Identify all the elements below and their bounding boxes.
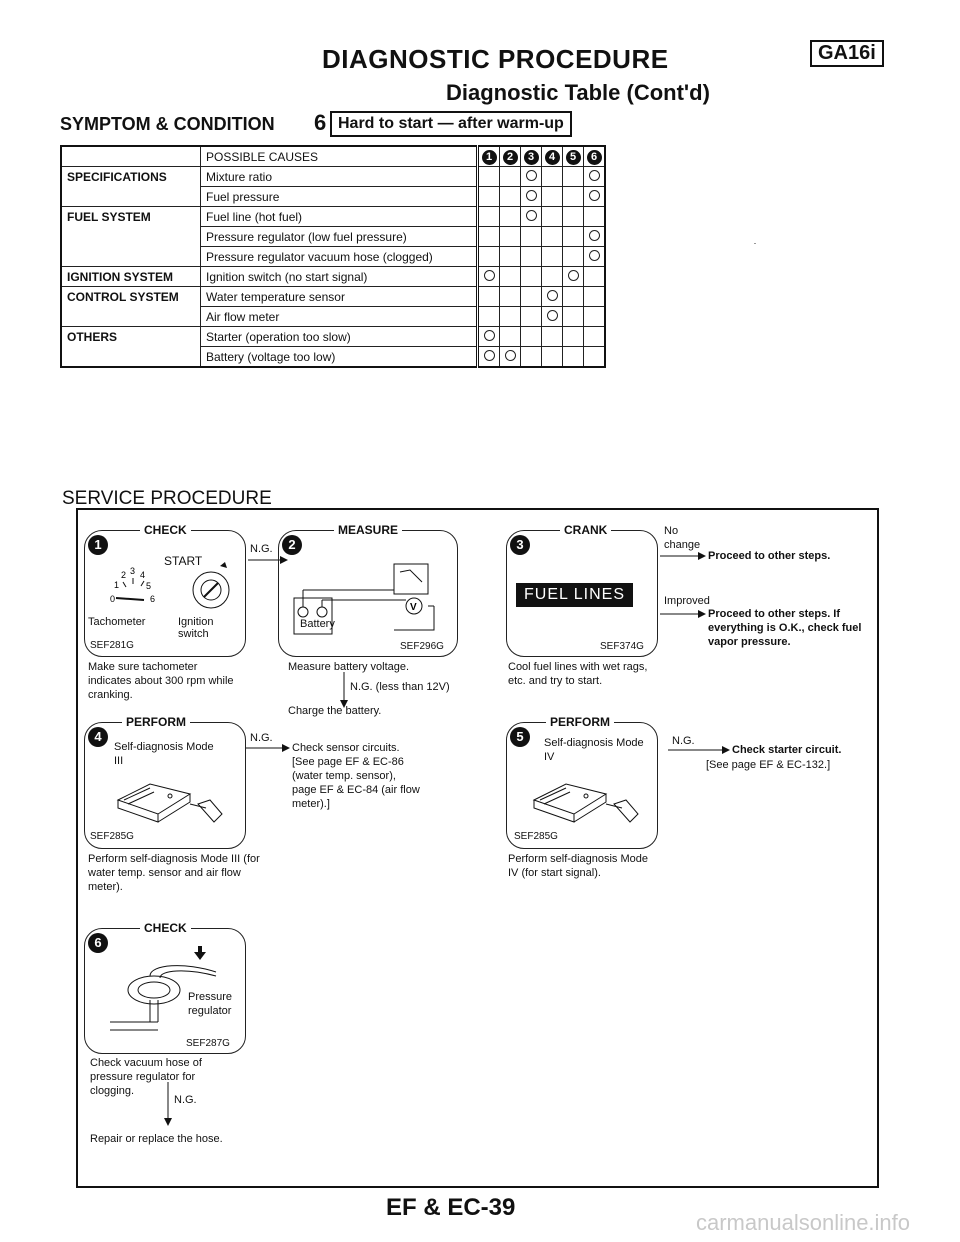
dial-tick-0: 0: [110, 594, 116, 604]
step4-ng-label: N.G.: [250, 732, 273, 744]
tachometer-label: Tachometer: [88, 616, 146, 628]
symptom-box: Hard to start — after warm-up: [330, 111, 572, 137]
table-row: [61, 247, 605, 267]
mark-cell: [478, 267, 500, 287]
step4-ng-arrow: [246, 744, 290, 752]
mark-cell: [584, 287, 606, 307]
category-cell: SPECIFICATIONS: [61, 167, 201, 187]
mark-cell: [521, 227, 542, 247]
dial-tick-1: 1: [114, 580, 120, 590]
mark-cell: [521, 247, 542, 267]
ignition-switch-label: Ignition switch: [178, 616, 214, 640]
step4-description: Perform self-diagnosis Mode III (for water temp. sensor and air flow meter).: [88, 853, 260, 893]
table-row: [61, 167, 605, 187]
step-header-1: 1: [482, 150, 497, 165]
check-mark-icon: [589, 230, 600, 241]
step3-nochange-label: No change: [664, 525, 701, 551]
mark-cell: [542, 187, 563, 207]
mark-cell: [563, 347, 584, 368]
step4-action: Check sensor circuits. [See page EF & EC-86 (water temp. sensor), page EF & EC-84 (air flow meter).]: [292, 742, 420, 810]
check-mark-icon: [484, 350, 495, 361]
step3-nochange-arrow: [660, 552, 706, 560]
table-row: [61, 287, 605, 307]
category-cell: [61, 227, 201, 247]
category-cell: IGNITION SYSTEM: [61, 267, 201, 287]
table-row: [61, 227, 605, 247]
step1-title: CHECK: [140, 523, 191, 537]
mark-cell: [563, 287, 584, 307]
category-cell: CONTROL SYSTEM: [61, 287, 201, 307]
mark-cell: [478, 347, 500, 368]
step1-start-label: START: [164, 554, 203, 568]
step6-ng-label: N.G.: [174, 1094, 197, 1106]
mark-cell: [500, 247, 521, 267]
category-cell: [61, 247, 201, 267]
step6-down-arrow: [164, 1082, 172, 1126]
mark-cell: [584, 327, 606, 347]
page-title: DIAGNOSTIC PROCEDURE: [322, 44, 669, 74]
cause-cell: Battery (voltage too low): [201, 347, 478, 368]
check-mark-icon: [526, 210, 537, 221]
check-mark-icon: [589, 190, 600, 201]
mark-cell: [521, 287, 542, 307]
diagnostic-table: [60, 145, 606, 368]
table-row: [61, 267, 605, 287]
mark-cell: [542, 307, 563, 327]
check-mark-icon: [505, 350, 516, 361]
step2-number: 2: [282, 535, 302, 555]
category-cell: [61, 187, 201, 207]
step2-ng-label: N.G. (less than 12V): [350, 681, 450, 693]
step3-description: Cool fuel lines with wet rags, etc. and try to start.: [508, 661, 648, 687]
ecu-unit-illustration: [110, 770, 230, 830]
diagnostic-table-body: [61, 167, 605, 368]
table-row: [61, 207, 605, 227]
step5-title: PERFORM: [546, 715, 614, 729]
mark-cell: [478, 207, 500, 227]
table-header-row: [61, 146, 605, 167]
mark-cell: [584, 207, 606, 227]
diagnostic-table-wrap: [60, 145, 606, 368]
pressure-regulator-label: Pressure regulator: [188, 991, 233, 1017]
mark-cell: [478, 167, 500, 187]
step-header-4: 4: [545, 150, 560, 165]
mark-cell: [478, 247, 500, 267]
mark-cell: [478, 327, 500, 347]
cause-cell: Air flow meter: [201, 307, 478, 327]
mark-cell: [542, 167, 563, 187]
dial-tick-2: 2: [121, 570, 127, 580]
mark-cell: [584, 247, 606, 267]
cause-cell: Mixture ratio: [201, 167, 478, 187]
mark-cell: [521, 307, 542, 327]
category-cell: FUEL SYSTEM: [61, 207, 201, 227]
mark-cell: [584, 347, 606, 368]
engine-code-box: GA16i: [810, 40, 884, 67]
step6-code: SEF287G: [186, 1038, 230, 1049]
step4-code: SEF285G: [90, 831, 134, 842]
check-mark-icon: [589, 170, 600, 181]
mark-cell: [563, 247, 584, 267]
possible-causes-header: POSSIBLE CAUSES: [201, 146, 478, 167]
mark-cell: [500, 267, 521, 287]
step2-title: MEASURE: [334, 523, 402, 537]
step5-code: SEF285G: [514, 831, 558, 842]
mark-cell: [563, 227, 584, 247]
check-mark-icon: [526, 170, 537, 181]
mark-cell: [584, 267, 606, 287]
dial-tick-4: 4: [140, 570, 146, 580]
mark-cell: [500, 187, 521, 207]
step3-code: SEF374G: [600, 641, 644, 652]
ecu-unit-illustration-2: [526, 770, 646, 830]
mark-cell: [478, 227, 500, 247]
mark-cell: [500, 327, 521, 347]
check-mark-icon: [484, 330, 495, 341]
table-row: [61, 187, 605, 207]
step4-number: 4: [88, 727, 108, 747]
mark-cell: [542, 287, 563, 307]
step4-mode-label: Self-diagnosis Mode III: [114, 741, 214, 767]
mark-cell: [542, 327, 563, 347]
step3-improved-action: Proceed to other steps. If everything is O.K., check fuel vapor pressure.: [708, 608, 862, 648]
cause-cell: Pressure regulator vacuum hose (clogged): [201, 247, 478, 267]
mark-cell: [478, 187, 500, 207]
step6-number: 6: [88, 933, 108, 953]
dial-tick-6: 6: [150, 594, 156, 604]
mark-cell: [500, 347, 521, 368]
mark-cell: [521, 327, 542, 347]
svg-text:V: V: [410, 602, 417, 613]
step-header-5: 5: [566, 150, 581, 165]
symptom-label: SYMPTOM & CONDITION: [60, 114, 275, 134]
table-row: [61, 327, 605, 347]
check-mark-icon: [526, 190, 537, 201]
mark-cell: [563, 167, 584, 187]
step-header-2: 2: [503, 150, 518, 165]
check-mark-icon: [484, 270, 495, 281]
category-cell: [61, 307, 201, 327]
step5-mode-label: Self-diagnosis Mode IV: [544, 737, 644, 763]
check-mark-icon: [589, 250, 600, 261]
page-subtitle: Diagnostic Table (Cont'd): [446, 80, 710, 105]
mark-cell: [563, 267, 584, 287]
mark-cell: [521, 267, 542, 287]
step5-description: Perform self-diagnosis Mode IV (for start signal).: [508, 853, 649, 879]
watermark: carmanualsonline.info: [696, 1210, 911, 1235]
step3-title: CRANK: [560, 523, 611, 537]
step2-action: Charge the battery.: [288, 705, 382, 717]
step6-action: Repair or replace the hose.: [90, 1133, 223, 1145]
mark-cell: [542, 247, 563, 267]
mark-cell: [584, 167, 606, 187]
mark-cell: [542, 267, 563, 287]
step6-description: Check vacuum hose of pressure regulator for clogging.: [90, 1057, 202, 1097]
symptom-number: 6: [314, 110, 327, 135]
mark-cell: [563, 207, 584, 227]
cause-cell: Starter (operation too slow): [201, 327, 478, 347]
step5-ng-label: N.G.: [672, 735, 695, 747]
page-number: EF & EC-39: [386, 1194, 516, 1221]
step1-code: SEF281G: [90, 640, 134, 651]
step-header-3: 3: [524, 150, 539, 165]
step1-ng-label: N.G.: [250, 543, 273, 555]
mark-cell: [521, 347, 542, 368]
step5-ng-arrow: [668, 746, 730, 754]
battery-label: Battery: [300, 618, 335, 630]
check-mark-icon: [568, 270, 579, 281]
mark-cell: [542, 347, 563, 368]
check-mark-icon: [547, 310, 558, 321]
category-cell: OTHERS: [61, 327, 201, 347]
dial-tick-5: 5: [146, 581, 152, 591]
mark-cell: [500, 207, 521, 227]
mark-cell: [521, 207, 542, 227]
mark-cell: [563, 307, 584, 327]
mark-cell: [521, 187, 542, 207]
step2-down-arrow: [340, 672, 348, 708]
step3-number: 3: [510, 535, 530, 555]
cause-cell: Ignition switch (no start signal): [201, 267, 478, 287]
check-mark-icon: [547, 290, 558, 301]
mark-cell: [584, 307, 606, 327]
service-procedure-title: SERVICE PROCEDURE: [62, 488, 272, 509]
mark-cell: [500, 307, 521, 327]
cause-cell: Pressure regulator (low fuel pressure): [201, 227, 478, 247]
table-row: [61, 307, 605, 327]
step5-action: Check starter circuit.: [732, 744, 842, 756]
step5-number: 5: [510, 727, 530, 747]
mark-cell: [563, 327, 584, 347]
mark-cell: [478, 287, 500, 307]
step1-number: 1: [88, 535, 108, 555]
step3-improved-arrow: [660, 610, 706, 618]
step5-action-ref: [See page EF & EC-132.]: [706, 759, 831, 771]
table-row: [61, 347, 605, 368]
mark-cell: [478, 307, 500, 327]
step1-description: Make sure tachometer indicates about 300 rpm while cranking.: [88, 661, 234, 701]
mark-cell: [584, 187, 606, 207]
mark-cell: [521, 167, 542, 187]
step3-improved-label: Improved: [664, 595, 710, 607]
mark-cell: [542, 227, 563, 247]
step4-title: PERFORM: [122, 715, 190, 729]
step6-title: CHECK: [140, 921, 191, 935]
mark-cell: [542, 207, 563, 227]
speck-mark: [754, 243, 756, 244]
cause-cell: Fuel pressure: [201, 187, 478, 207]
mark-cell: [563, 187, 584, 207]
category-cell: [61, 347, 201, 368]
cause-cell: Fuel line (hot fuel): [201, 207, 478, 227]
step3-nochange-action: Proceed to other steps.: [708, 550, 831, 562]
fuel-lines-label: FUEL LINES: [516, 583, 633, 607]
step-header-6: 6: [587, 150, 602, 165]
mark-cell: [500, 287, 521, 307]
step2-code: SEF296G: [400, 641, 444, 652]
step2-description: Measure battery voltage.: [288, 661, 410, 673]
mark-cell: [500, 227, 521, 247]
dial-tick-3: 3: [130, 566, 136, 576]
mark-cell: [584, 227, 606, 247]
mark-cell: [500, 167, 521, 187]
cause-cell: Water temperature sensor: [201, 287, 478, 307]
